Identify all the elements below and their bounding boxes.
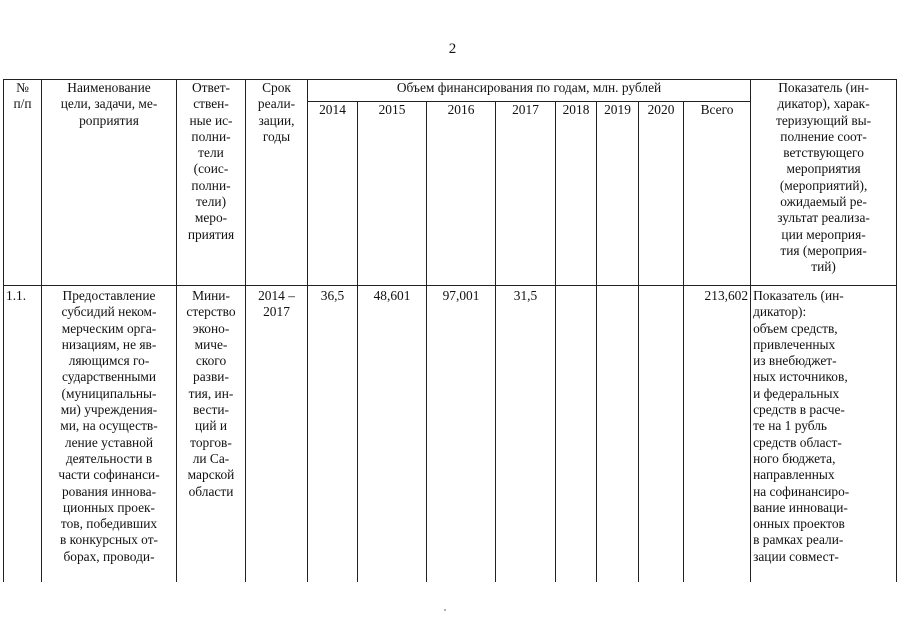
table-row bbox=[4, 286, 897, 582]
scan-speck bbox=[444, 609, 446, 611]
row-value-2019 bbox=[597, 286, 639, 582]
row-value-total: 213,602 bbox=[684, 286, 751, 582]
row-value-2018 bbox=[556, 286, 597, 582]
row-term: 2014 – 2017 bbox=[246, 286, 308, 582]
row-value-2014: 36,5 bbox=[308, 286, 358, 582]
row-value-2017: 31,5 bbox=[496, 286, 556, 582]
funding-table bbox=[3, 79, 897, 582]
header-year-2015: 2015 bbox=[358, 102, 427, 286]
header-year-2020: 2020 bbox=[639, 102, 684, 286]
row-value-2020 bbox=[639, 286, 684, 582]
row-name: Предоставление субсидий неком- мерческим орга- низациям, не яв- ляющимся го- сударственными (муниципальны- ми) учреждения- ми, на осуществ- ление уставной деятельности в части софинанси- рования иннова- ционных проек- тов, победивших в конкурсных от- борах, проводи- bbox=[42, 286, 177, 582]
header-executors: Ответ- ствен- ные ис- полни- тели (соис- полни- тели) меро- приятия bbox=[177, 80, 246, 286]
header-funding: Объем финансирования по годам, млн. рублей bbox=[308, 80, 751, 102]
page-number: 2 bbox=[448, 41, 457, 57]
row-value-2016: 97,001 bbox=[427, 286, 496, 582]
header-year-2017: 2017 bbox=[496, 102, 556, 286]
header-name: Наименование цели, задачи, ме- роприятия bbox=[42, 80, 177, 286]
row-value-2015: 48,601 bbox=[358, 286, 427, 582]
header-num: № п/п bbox=[4, 80, 42, 286]
header-row-top bbox=[4, 80, 897, 102]
header-year-2016: 2016 bbox=[427, 102, 496, 286]
row-num: 1.1. bbox=[4, 286, 42, 582]
header-year-2014: 2014 bbox=[308, 102, 358, 286]
header-total: Всего bbox=[684, 102, 751, 286]
row-indicator: Показатель (ин- дикатор): объем средств, привлеченных из внебюджет- ных источников, и федеральных средств в расче- те на 1 рубль средств област- ного бюджета, направленных на софинансиро- вание инноваци- онных проектов в рамках реали- зации совмест- bbox=[751, 286, 897, 582]
header-indicator: Показатель (ин- дикатор), харак- теризующий вы- полнение соот- ветствующего мероприятия (мероприятий), ожидаемый ре- зультат реализа- ции мероприя- тия (мероприя- тий) bbox=[751, 80, 897, 286]
header-year-2019: 2019 bbox=[597, 102, 639, 286]
header-term: Срок реали- зации, годы bbox=[246, 80, 308, 286]
row-executor: Мини- стерство эконо- миче- ского разви- тия, ин- вести- ций и торгов- ли Са- марской области bbox=[177, 286, 246, 582]
header-year-2018: 2018 bbox=[556, 102, 597, 286]
